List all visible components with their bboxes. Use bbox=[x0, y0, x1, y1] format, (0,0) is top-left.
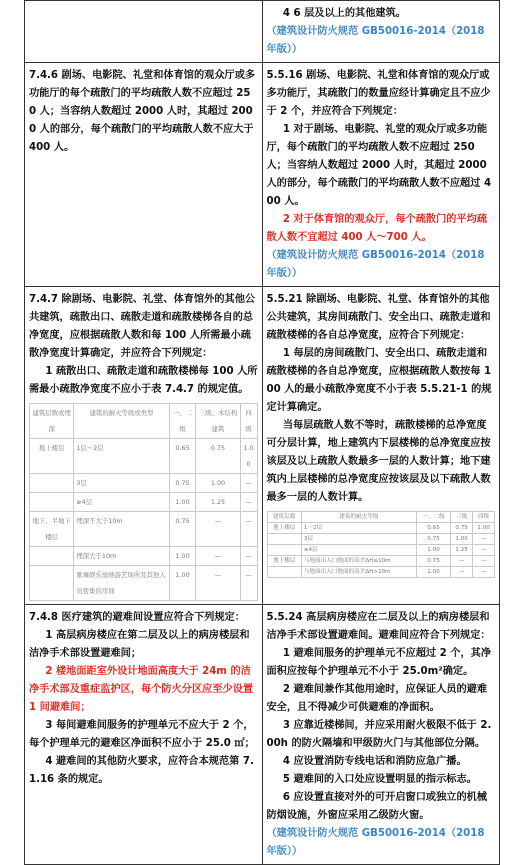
width-table bbox=[267, 511, 496, 578]
width-table-cell: — bbox=[473, 556, 495, 567]
old-code-cell bbox=[262, 1, 500, 63]
width-table-row bbox=[267, 534, 495, 545]
width-table-cell: 1.00 bbox=[473, 523, 495, 534]
width-table-cell: 地下楼层 bbox=[267, 556, 301, 567]
new-code-cell bbox=[25, 605, 263, 865]
width-table-cell: — bbox=[473, 545, 495, 556]
width-table-cell: 1.00 bbox=[416, 567, 450, 578]
comparison-row bbox=[25, 287, 500, 605]
clause-text: 3 应靠近楼梯间，并应采用耐火极限不低于 2.00h 的防火隔墙和甲级防火门与其他部位分隔。 bbox=[266, 720, 492, 749]
width-table-header: 建筑层数或埋深 bbox=[30, 404, 74, 439]
width-table-cell: 0.75 bbox=[196, 439, 240, 474]
old-code-cell bbox=[262, 287, 500, 605]
comparison-row bbox=[25, 605, 500, 865]
width-table-row bbox=[30, 493, 258, 512]
width-table-cell: — bbox=[240, 493, 257, 512]
clause-text: 5 避难间的入口处应设置明显的指示标志。 bbox=[282, 774, 477, 785]
clause-text: 1 每层的房间疏散门、安全出口、疏散走道和疏散楼梯的各自总净宽度，应根据疏散人数按每 100 人的最小疏散净宽度不小于表 5.5.21-1 的规定计算确定。 bbox=[266, 348, 492, 413]
width-table-cell bbox=[30, 547, 74, 566]
width-table-header: 建筑层数 bbox=[267, 512, 301, 523]
width-table-cell: 1.25 bbox=[196, 493, 240, 512]
comparison-row bbox=[25, 1, 500, 63]
width-table-row bbox=[30, 512, 258, 547]
clause-text: 当每层疏散人数不等时，疏散楼梯的总净宽度可分层计算，地上建筑内下层楼梯的总净宽度应按该层及以上疏散人数最多一层的人数计算；地下建筑内上层楼梯的总净宽度应按该层及以下疏散人数最多一层的人数计算。 bbox=[266, 420, 491, 503]
width-table-cell: — bbox=[240, 566, 257, 601]
new-code-cell bbox=[25, 1, 263, 63]
clause-text: 6 应设置直接对外的可开启窗口或独立的机械防烟设施，外窗应采用乙级防火窗。 bbox=[266, 792, 488, 821]
clause-text: 2 对于体育馆的观众厅，每个疏散门的平均疏散人数不宜超过 400 人～700 人。 bbox=[266, 214, 488, 243]
width-table-cell: 地上楼层 bbox=[30, 439, 74, 474]
width-table-cell: 0.75 bbox=[169, 512, 196, 547]
source-reference: （建筑设计防火规范 GB50016-2014（2018 年版）） bbox=[266, 828, 485, 857]
old-code-cell bbox=[262, 63, 500, 287]
width-table-header: 三级 bbox=[451, 512, 473, 523]
clause-text: 1 高层病房楼应在第二层及以上的病房楼层和洁净手术部设置避难间； bbox=[29, 630, 250, 659]
width-table-cell: 3层 bbox=[301, 534, 416, 545]
width-table-cell: 1.00 bbox=[169, 566, 196, 601]
width-table-cell: 0.75 bbox=[416, 534, 450, 545]
width-table-row bbox=[267, 567, 495, 578]
clause-text: 2 楼地面距室外设计地面高度大于 24m 的洁净手术部及重症监护区，每个防火分区应至少设置 1 间避难间； bbox=[29, 666, 254, 713]
width-table-cell: 地上楼层 bbox=[267, 523, 301, 534]
width-table-cell: — bbox=[451, 567, 473, 578]
clause-text: 7.4.8 医疗建筑的避难间设置应符合下列规定： bbox=[29, 612, 245, 623]
width-table-cell: 1.00 bbox=[240, 439, 257, 474]
width-table-cell: 0.75 bbox=[169, 474, 196, 493]
width-table-row bbox=[30, 439, 258, 474]
comparison-table-body bbox=[25, 1, 500, 865]
width-table bbox=[29, 403, 258, 601]
clause-text: 5.5.24 高层病房楼应在二层及以上的病房楼层和洁净手术部设置避难间。避难间应符合下列规定： bbox=[266, 612, 491, 641]
new-code-cell bbox=[25, 287, 263, 605]
width-table-cell: — bbox=[451, 556, 473, 567]
width-table-cell: 1.00 bbox=[196, 474, 240, 493]
width-table-cell bbox=[30, 566, 74, 601]
width-table-cell bbox=[30, 474, 74, 493]
width-table-row bbox=[30, 566, 258, 601]
comparison-table bbox=[24, 0, 500, 865]
width-table-cell: 与地面出入口地面的高差ΔH>10m bbox=[301, 567, 416, 578]
width-table-cell: 0.75 bbox=[416, 556, 450, 567]
width-table-cell bbox=[267, 534, 301, 545]
clause-text: 7.4.7 除剧场、电影院、礼堂、体育馆外的其他公共建筑，疏散出口、疏散走道和疏散楼梯各自的总净宽度，应根据疏散人数和每 100 人所需最小疏散净宽度计算确定，并应符合下列规定： bbox=[29, 294, 256, 359]
source-reference: （建筑设计防火规范 GB50016-2014（2018 年版）） bbox=[266, 250, 485, 279]
clause-text: 1 对于剧场、电影院、礼堂的观众厅或多功能厅，每个疏散门的平均疏散人数不应超过 250 人；当容纳人数超过 2000 人时，其超过 2000 人的部分，每个疏散门的平均疏散人数不应超过 400 人。 bbox=[266, 124, 492, 207]
width-table-header: 建筑的耐火等级 bbox=[301, 512, 416, 523]
width-table-header: 一、二级 bbox=[169, 404, 196, 439]
width-table-cell: — bbox=[240, 512, 257, 547]
width-table-cell: 3层 bbox=[74, 474, 169, 493]
width-table-cell: 1～2层 bbox=[301, 523, 416, 534]
width-table-row bbox=[267, 523, 495, 534]
width-table-cell: — bbox=[240, 547, 257, 566]
comparison-row bbox=[25, 63, 500, 287]
clause-text: 1 疏散出口、疏散走道和疏散楼梯每 100 人所需最小疏散净宽度不应小于表 7.4.7 的规定值。 bbox=[29, 366, 258, 395]
width-table-cell: — bbox=[196, 547, 240, 566]
width-table-cell: ≥4层 bbox=[74, 493, 169, 512]
width-table-row bbox=[30, 547, 258, 566]
source-reference: （建筑设计防火规范 GB50016-2014（2018 年版）） bbox=[266, 26, 485, 55]
clause-text: 4 6 层及以上的其他建筑。 bbox=[282, 8, 406, 19]
width-table-cell: 1.00 bbox=[416, 545, 450, 556]
width-table-cell: 歌舞娱乐放映游艺场所及其他人员密集的房间 bbox=[74, 566, 169, 601]
width-table-cell: 埋深大于10m bbox=[74, 547, 169, 566]
width-table-cell: 1.00 bbox=[169, 547, 196, 566]
clause-text: 4 避难间的其他防火要求，应符合本规范第 7.1.16 条的规定。 bbox=[29, 756, 254, 785]
clause-text: 3 每间避难间服务的护理单元不应大于 2 个，每个护理单元的避难区净面积不应小于 25.0 ㎡； bbox=[29, 720, 255, 749]
width-table-header: 四级 bbox=[473, 512, 495, 523]
clause-text: 5.5.21 除剧场、电影院、礼堂、体育馆外的其他公共建筑，其房间疏散门、安全出口、疏散走道和疏散楼梯的各自总净宽度，应符合下列规定： bbox=[266, 294, 491, 341]
width-table-cell: — bbox=[196, 566, 240, 601]
width-table-cell: — bbox=[196, 512, 240, 547]
width-table-cell: — bbox=[473, 534, 495, 545]
clause-text: 7.4.6 剧场、电影院、礼堂和体育馆的观众厅或多功能厅的每个疏散门的平均疏散人数不应超过 250 人；当容纳人数超过 2000 人时，其超过 2000 人的部分，每个疏散门的平均疏散人数不应大于 400 人。 bbox=[29, 70, 256, 153]
width-table-cell: 1.00 bbox=[169, 493, 196, 512]
width-table-cell bbox=[267, 545, 301, 556]
width-table-cell: 1层～2层 bbox=[74, 439, 169, 474]
old-code-cell bbox=[262, 605, 500, 865]
clause-text: 2 避难间兼作其他用途时，应保证人员的避难安全，且不得减少可供避难的净面积。 bbox=[266, 684, 488, 713]
width-table-header: 三级、木结构建筑 bbox=[196, 404, 240, 439]
width-table-cell: — bbox=[240, 474, 257, 493]
width-table-cell: 0.75 bbox=[451, 523, 473, 534]
width-table-cell: — bbox=[473, 567, 495, 578]
clause-text: 4 应设置消防专线电话和消防应急广播。 bbox=[282, 756, 467, 767]
width-table-cell: 埋深不大于10m bbox=[74, 512, 169, 547]
width-table-cell bbox=[267, 567, 301, 578]
width-table-cell: 0.65 bbox=[416, 523, 450, 534]
width-table-cell: 地下、半地下楼层 bbox=[30, 512, 74, 547]
clause-text: 5.5.16 剧场、电影院、礼堂和体育馆的观众厅或多功能厅，其疏散门的数量应经计算确定且不应少于 2 个，并应符合下列规定： bbox=[266, 70, 491, 117]
clause-text: 1 避难间服务的护理单元不应超过 2 个，其净面积应按每个护理单元不小于 25.0m²确定。 bbox=[266, 648, 492, 677]
width-table-header: 一、二级 bbox=[416, 512, 450, 523]
width-table-cell: 1.25 bbox=[451, 545, 473, 556]
width-table-cell bbox=[30, 493, 74, 512]
width-table-row bbox=[267, 556, 495, 567]
width-table-cell: ≥4层 bbox=[301, 545, 416, 556]
width-table-row bbox=[267, 545, 495, 556]
width-table-cell: 1.00 bbox=[451, 534, 473, 545]
width-table-cell: 0.65 bbox=[169, 439, 196, 474]
new-code-cell bbox=[25, 63, 263, 287]
width-table-header: 建筑的耐火等级或类型 bbox=[74, 404, 169, 439]
width-table-header: 四级 bbox=[240, 404, 257, 439]
width-table-row bbox=[30, 474, 258, 493]
width-table-cell: 与地面出入口地面的高差ΔH≤10m bbox=[301, 556, 416, 567]
